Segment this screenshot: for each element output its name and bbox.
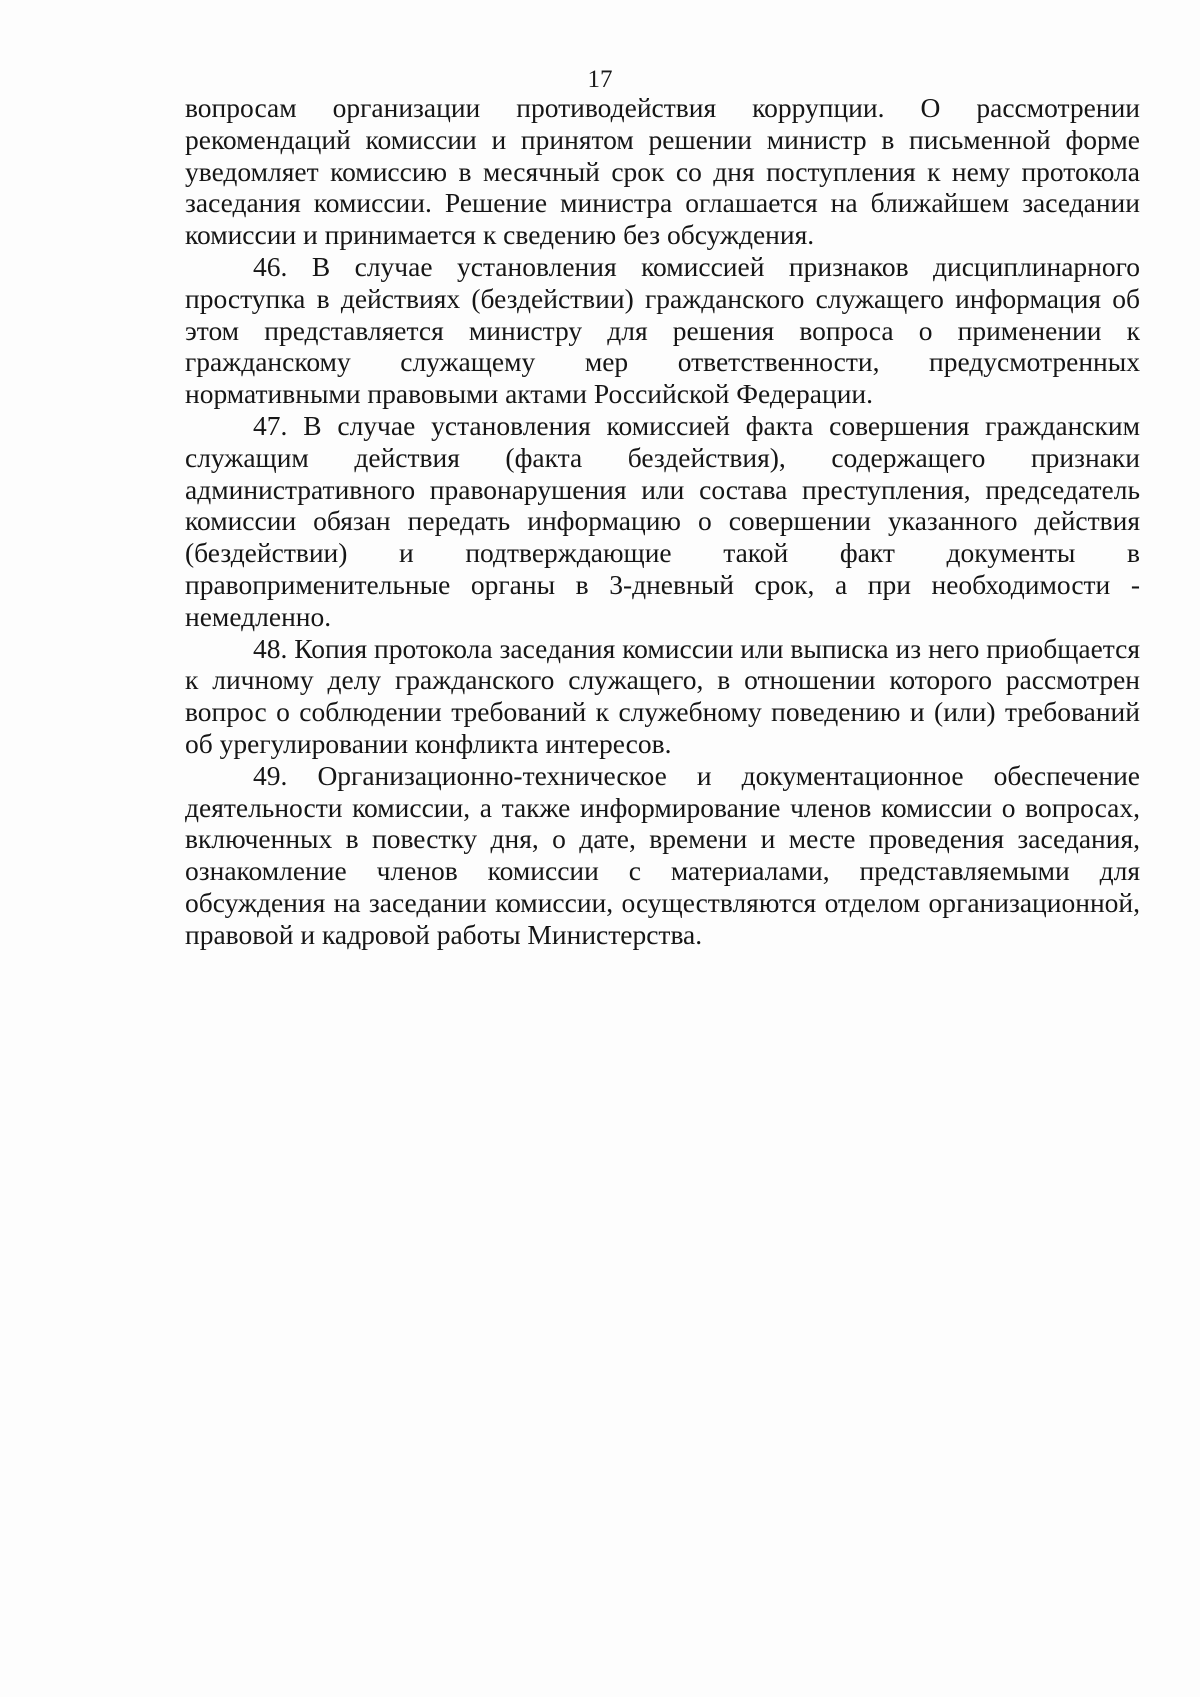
paragraph-item-48: 48. Копия протокола заседания комиссии или выписка из него приобщается к личному делу гражданского служащего, в отношении которого рассмотрен вопрос о соблюдении требований к служебному поведению и (или) требований об урегулировании конфликта интересов. <box>185 632 1140 759</box>
document-body <box>185 92 1140 951</box>
paragraph-item-49: 49. Организационно-техническое и документационное обеспечение деятельности комиссии, а также информирование членов комиссии о вопросах, включенных в повестку дня, о дате, времени и месте проведения заседания, ознакомление членов комиссии с материалами, представляемыми для обсуждения на заседании комиссии, осуществляются отделом организационной, правовой и кадровой работы Министерства. <box>185 759 1140 950</box>
paragraph-item-47: 47. В случае установления комиссией факта совершения гражданским служащим действия (факта бездействия), содержащего признаки административного правонарушения или состава преступления, председатель комиссии обязан передать информацию о совершении указанного действия (бездействии) и подтверждающие такой факт документы в правоприменительные органы в 3-дневный срок, а при необходимости - немедленно. <box>185 409 1140 632</box>
paragraph-continuation: вопросам организации противодействия коррупции. О рассмотрении рекомендаций комиссии и принятом решении министр в письменной форме уведомляет комиссию в месячный срок со дня поступления к нему протокола заседания комиссии. Решение министра оглашается на ближайшем заседании комиссии и принимается к сведению без обсуждения. <box>185 92 1140 251</box>
paragraph-item-46: 46. В случае установления комиссией признаков дисциплинарного проступка в действиях (бездействии) гражданского служащего информация об этом представляется министру для решения вопроса о применении к гражданскому служащему мер ответственности, предусмотренных нормативными правовыми актами Российской Федерации. <box>185 250 1140 410</box>
page-number: 17 <box>587 66 613 93</box>
